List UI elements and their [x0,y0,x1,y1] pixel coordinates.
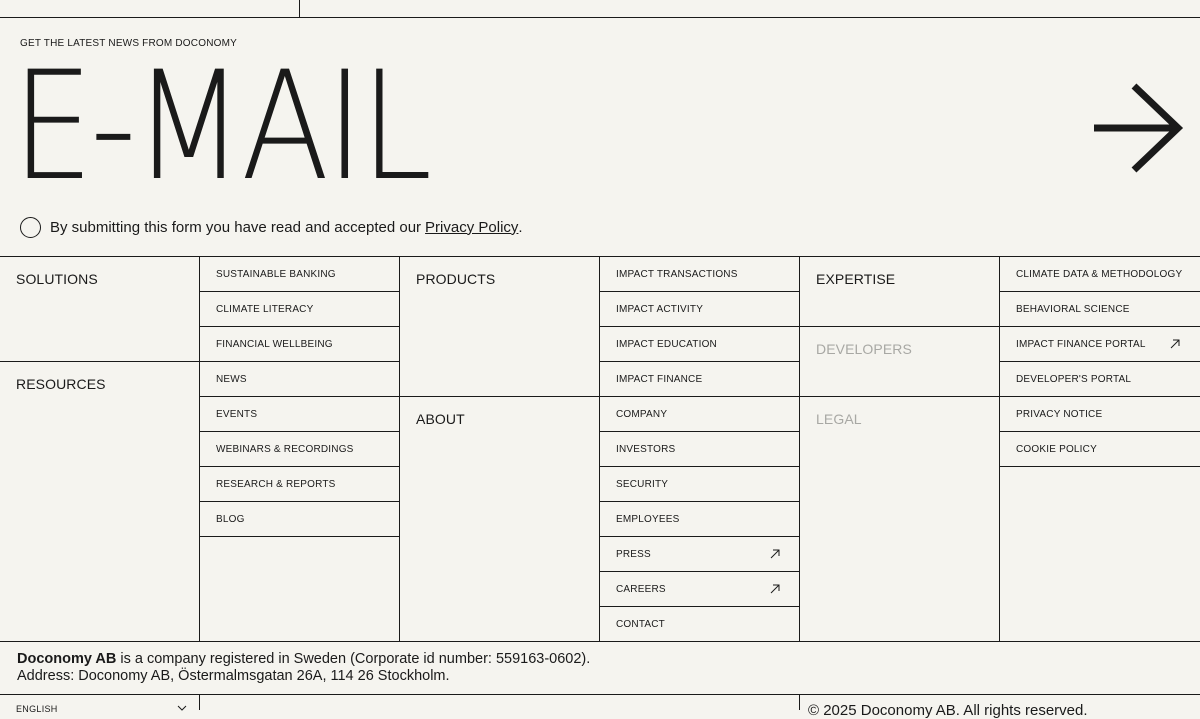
nav-link-impact-transactions[interactable]: IMPACT TRANSACTIONS [616,269,738,280]
nav-link-research-reports[interactable]: RESEARCH & REPORTS [216,479,336,490]
divider [199,695,200,710]
nav-link-webinars[interactable]: WEBINARS & RECORDINGS [216,444,354,455]
footer-nav [0,256,1200,642]
resources-heading: RESOURCES [16,376,106,392]
copyright: © 2025 Doconomy AB. All rights reserved. [808,702,1088,719]
external-link-icon [770,549,780,559]
language-selector[interactable]: ENGLISH [16,704,58,714]
consent-radio[interactable] [20,217,41,238]
nav-link-employees[interactable]: EMPLOYEES [616,514,680,525]
company-address: Address: Doconomy AB, Östermalmsgatan 26A, 114 26 Stockholm. [17,668,450,684]
nav-link-sustainable-banking[interactable]: SUSTAINABLE BANKING [216,269,336,280]
company-registration [17,651,590,668]
divider [400,396,600,397]
nav-link-developers-portal[interactable]: DEVELOPER'S PORTAL [1016,374,1132,385]
external-link-icon [1170,339,1180,349]
consent-period: . [518,218,523,236]
top-divider [299,0,300,18]
newsletter-eyebrow: GET THE LATEST NEWS FROM DOCONOMY [20,38,237,49]
company-name: Doconomy AB [17,651,117,667]
nav-link-investors[interactable]: INVESTORS [616,444,676,455]
chevron-down-icon[interactable] [178,706,186,710]
nav-link-news[interactable]: NEWS [216,374,247,385]
registration-text: is a company registered in Sweden (Corporate id number: 559163-0602). [116,651,591,667]
nav-link-careers-label: CAREERS [616,584,666,595]
solutions-heading: SOLUTIONS [16,271,98,287]
nav-link-behavioral-science[interactable]: BEHAVIORAL SCIENCE [1016,304,1130,315]
expertise-heading: EXPERTISE [816,271,896,287]
nav-link-climate-data[interactable]: CLIMATE DATA & METHODOLOGY [1016,269,1183,280]
products-heading: PRODUCTS [416,271,496,287]
nav-link-impact-finance-portal[interactable] [1000,327,1200,362]
nav-link-impact-finance[interactable]: IMPACT FINANCE [616,374,703,385]
privacy-policy-link[interactable]: Privacy Policy [425,218,519,236]
submit-button[interactable] [1090,82,1186,174]
company-info [17,651,590,685]
divider [0,694,1200,695]
nav-link-press[interactable] [600,537,800,572]
nav-link-company[interactable]: COMPANY [616,409,668,420]
nav-link-climate-literacy[interactable]: CLIMATE LITERACY [216,304,314,315]
nav-link-events[interactable]: EVENTS [216,409,258,420]
divider [799,695,800,710]
legal-heading: LEGAL [816,411,862,427]
nav-link-financial-wellbeing[interactable]: FINANCIAL WELLBEING [216,339,333,350]
nav-link-impact-activity[interactable]: IMPACT ACTIVITY [616,304,704,315]
consent-text: By submitting this form you have read and accepted our [50,218,422,236]
nav-link-impact-finance-portal-label: IMPACT FINANCE PORTAL [1016,339,1146,350]
divider [800,396,1000,397]
arrow-right-icon [1090,82,1186,174]
nav-link-press-label: PRESS [616,549,651,560]
nav-link-impact-education[interactable]: IMPACT EDUCATION [616,339,717,350]
nav-link-blog[interactable]: BLOG [216,514,245,525]
nav-link-privacy-notice[interactable]: PRIVACY NOTICE [1016,409,1103,420]
top-strip [0,0,1200,18]
email-input[interactable] [12,52,872,202]
developers-heading: DEVELOPERS [816,341,912,357]
divider [0,361,200,362]
about-heading: ABOUT [416,411,465,427]
nav-link-cookie-policy[interactable]: COOKIE POLICY [1016,444,1097,455]
nav-link-security[interactable]: SECURITY [616,479,669,490]
consent-row [20,216,523,238]
external-link-icon [770,584,780,594]
divider [800,326,1000,327]
nav-link-careers[interactable] [600,572,800,607]
nav-link-contact[interactable]: CONTACT [616,619,665,630]
